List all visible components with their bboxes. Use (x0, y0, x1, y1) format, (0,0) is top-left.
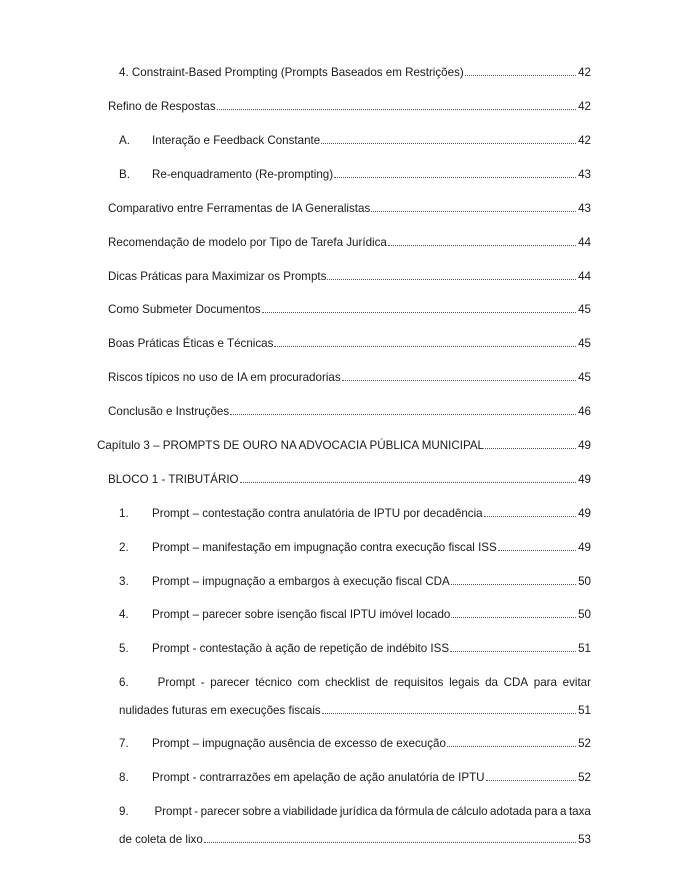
toc-leader-dots (204, 842, 576, 843)
toc-page-number: 50 (578, 575, 591, 588)
toc-leader-dots (217, 109, 576, 110)
toc-word: para (534, 805, 558, 818)
toc-page-number: 52 (578, 737, 591, 750)
toc-leader-dots (322, 713, 576, 714)
toc-page-number: 46 (578, 405, 591, 418)
toc-entry-title: Capítulo 3 – PROMPTS DE OURO NA ADVOCACIA PÚBLICA MUNICIPAL (97, 439, 485, 452)
toc-leader-dots (240, 482, 577, 483)
toc-entry-number: 1. (119, 507, 129, 520)
toc-leader-dots (451, 617, 576, 618)
toc-entry[interactable] (108, 236, 591, 249)
toc-entry[interactable] (108, 202, 591, 215)
toc-page-number: 42 (578, 134, 591, 147)
toc-page-number: 45 (578, 371, 591, 384)
toc-page-number: 53 (578, 833, 591, 846)
toc-entry-title: Conclusão e Instruções (108, 405, 230, 418)
toc-page-number: 51 (578, 704, 591, 717)
toc-leader-dots (451, 584, 576, 585)
toc-leader-dots (327, 279, 576, 280)
toc-page-number: 49 (578, 473, 591, 486)
toc-leader-dots (371, 211, 576, 212)
toc-entry-title: Riscos típicos no uso de IA em procuradorias (108, 371, 341, 384)
toc-entry-title: Interação e Feedback Constante (152, 134, 321, 147)
toc-entry[interactable] (108, 303, 591, 316)
toc-word: parecer (210, 676, 250, 689)
toc-word: sobre (242, 805, 272, 818)
toc-entry-title: Comparativo entre Ferramentas de IA Generalistas (108, 202, 371, 215)
toc-chapter-entry[interactable] (97, 439, 591, 452)
toc-leader-dots (484, 516, 576, 517)
toc-entry-justified-line[interactable] (119, 676, 591, 689)
toc-entry[interactable] (119, 833, 591, 846)
toc-entry-title: Recomendação de modelo por Tipo de Tarefa Jurídica (108, 236, 387, 249)
toc-entry-title: Refino de Respostas (108, 100, 216, 113)
toc-page-number: 51 (578, 642, 591, 655)
toc-word: CDA (503, 676, 529, 689)
toc-leader-dots (498, 550, 576, 551)
toc-page-number: 44 (578, 270, 591, 283)
toc-entry[interactable] (108, 337, 591, 350)
toc-word: - (200, 676, 205, 689)
toc-page-number: 52 (578, 771, 591, 784)
toc-leader-dots (230, 414, 576, 415)
toc-word: com (297, 676, 320, 689)
toc-entry-title: 4. Constraint-Based Prompting (Prompts Baseados em Restrições) (119, 66, 464, 79)
toc-leader-dots (447, 746, 576, 747)
toc-page-number: 43 (578, 168, 591, 181)
toc-word: checklist (325, 676, 370, 689)
toc-page-number: 49 (578, 507, 591, 520)
toc-word: para (533, 676, 557, 689)
toc-entry-number: A. (119, 134, 130, 147)
toc-entry-title: Prompt – manifestação em impugnação contra execução fiscal ISS (152, 541, 497, 554)
toc-leader-dots (334, 177, 576, 178)
toc-word: evitar (562, 676, 591, 689)
toc-entry-number: 8. (119, 771, 129, 784)
toc-word: cálculo (451, 805, 488, 818)
toc-leader-dots (485, 448, 576, 449)
toc-leader-dots (342, 380, 576, 381)
toc-leader-dots (388, 245, 576, 246)
toc-entry-number: 3. (119, 575, 129, 588)
toc-entry[interactable] (119, 608, 591, 621)
toc-entry-title: nulidades futuras em execuções fiscais (119, 704, 321, 717)
toc-page-number: 43 (578, 202, 591, 215)
toc-entry-title: Prompt - contestação à ação de repetição de indébito ISS (152, 642, 450, 655)
toc-leader-dots (450, 651, 576, 652)
toc-page-number: 45 (578, 337, 591, 350)
toc-word: a (560, 805, 567, 818)
toc-page-number: 50 (578, 608, 591, 621)
toc-entry-number: 9. (119, 805, 129, 818)
toc-entry-title: Prompt – impugnação a embargos à execução fiscal CDA (152, 575, 450, 588)
toc-entry[interactable] (119, 737, 591, 750)
toc-leader-dots (262, 312, 576, 313)
toc-entry[interactable] (119, 771, 591, 784)
toc-entry[interactable] (108, 405, 591, 418)
toc-leader-dots (321, 143, 576, 144)
toc-entry-title: Dicas Práticas para Maximizar os Prompts (108, 270, 327, 283)
toc-entry-title: Prompt – parecer sobre isenção fiscal IPTU imóvel locado (152, 608, 451, 621)
toc-leader-dots (274, 346, 576, 347)
toc-page-number: 42 (578, 100, 591, 113)
toc-word: de (375, 676, 389, 689)
toc-entry[interactable] (119, 507, 591, 520)
toc-entry-title: Como Submeter Documentos (108, 303, 261, 316)
toc-word: a (273, 805, 281, 818)
toc-word: jurídica (339, 805, 378, 818)
toc-entry-title: Prompt - contrarrazões em apelação de ação anulatória de IPTU (152, 771, 485, 784)
toc-entry[interactable] (108, 371, 591, 384)
toc-word: técnico (255, 676, 292, 689)
toc-page-number: 42 (578, 66, 591, 79)
toc-word: de (436, 805, 450, 818)
toc-entry[interactable] (119, 575, 591, 588)
toc-page-number: 44 (578, 236, 591, 249)
toc-entry-number: 4. (119, 608, 129, 621)
toc-word: taxa (568, 805, 591, 818)
toc-entry-title: BLOCO 1 - TRIBUTÁRIO (108, 473, 239, 486)
toc-entry[interactable] (119, 541, 591, 554)
toc-word: da (485, 676, 498, 689)
toc-word: adotada (490, 805, 532, 818)
toc-entry[interactable] (119, 704, 591, 717)
toc-entry-title: Prompt – impugnação ausência de excesso de execução (152, 737, 446, 750)
toc-word: - (194, 805, 199, 818)
toc-page-number: 45 (578, 303, 591, 316)
toc-word: parecer (200, 805, 240, 818)
toc-word: da (379, 805, 393, 818)
toc-word: Prompt (157, 676, 196, 689)
toc-entry-title: de coleta de lixo (119, 833, 203, 846)
toc-entry-number: 6. (119, 676, 129, 689)
toc-entry[interactable] (119, 642, 591, 655)
toc-entry-number: B. (119, 168, 130, 181)
toc-entry-number: 2. (119, 541, 129, 554)
toc-entry[interactable] (108, 270, 591, 283)
toc-page-number: 49 (578, 541, 591, 554)
toc-entry[interactable] (119, 168, 591, 181)
toc-page-number: 49 (578, 439, 591, 452)
toc-word: fórmula (395, 805, 434, 818)
toc-entry-title: Boas Práticas Éticas e Técnicas (108, 337, 274, 350)
toc-entry[interactable] (119, 66, 591, 79)
toc-word: viabilidade (282, 805, 338, 818)
toc-entry[interactable] (108, 100, 591, 113)
toc-entry-title: Re-enquadramento (Re-prompting) (152, 168, 334, 181)
toc-leader-dots (465, 75, 576, 76)
toc-entry[interactable] (119, 134, 591, 147)
toc-leader-dots (486, 780, 577, 781)
toc-entry-justified-line[interactable] (119, 805, 591, 818)
toc-word: Prompt (154, 805, 192, 818)
toc-entry-title: Prompt – contestação contra anulatória de IPTU por decadência (152, 507, 483, 520)
toc-word: legais (449, 676, 480, 689)
toc-entry-number: 7. (119, 737, 129, 750)
toc-entry-number: 5. (119, 642, 129, 655)
toc-word: requisitos (393, 676, 444, 689)
toc-entry[interactable] (108, 473, 591, 486)
